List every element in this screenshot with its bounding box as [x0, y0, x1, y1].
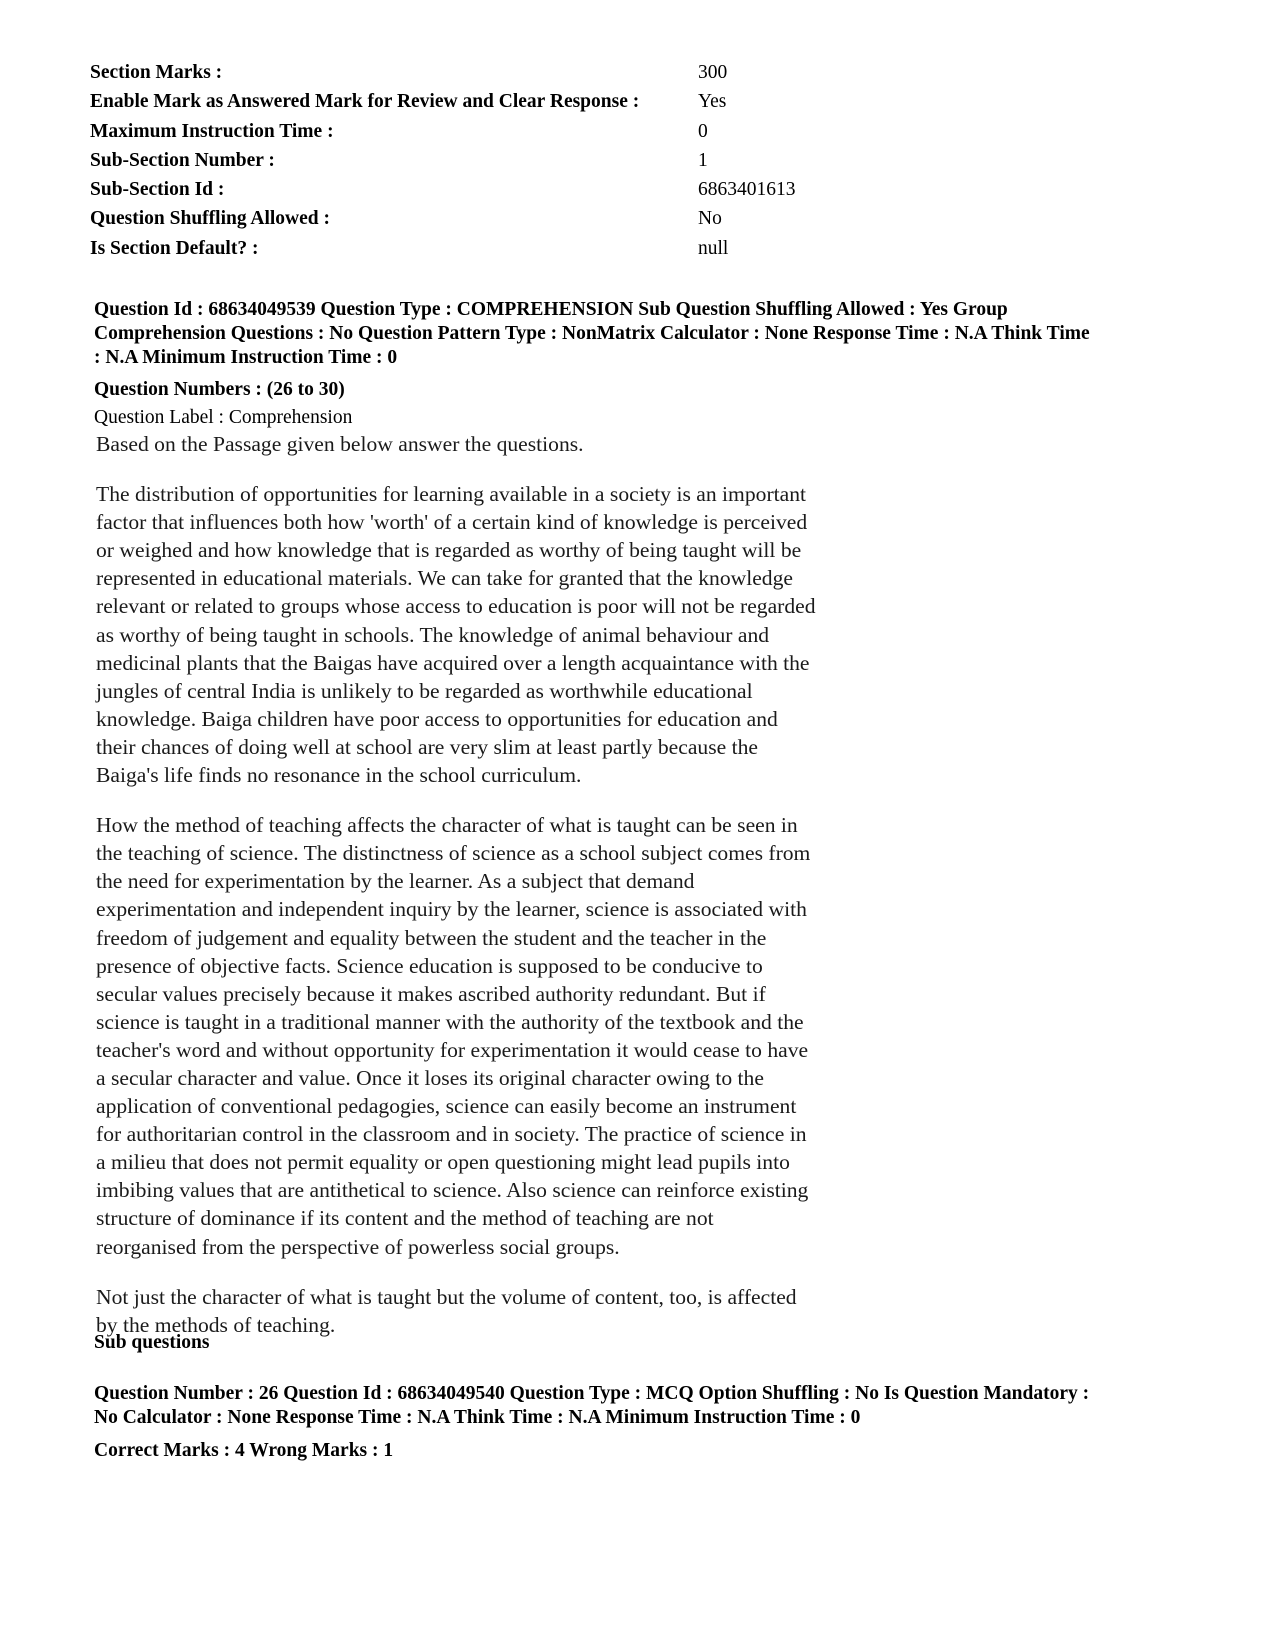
passage-line: as worthy of being taught in schools. The knowledge of animal behaviour and [96, 622, 770, 647]
passage-line: structure of dominance if its content and the method of teaching are not [96, 1206, 714, 1231]
question-header-block [94, 298, 1194, 431]
sub-question-header-line: Question Number : 26 Question Id : 68634049540 Question Type : MCQ Option Shuffling : No Is Question Mandatory : [94, 1383, 1090, 1404]
section-meta-label: Sub-Section Number : [90, 149, 275, 171]
passage-line: for authoritarian control in the classroom and in society. The practice of science in [96, 1122, 807, 1147]
section-meta-row [90, 146, 796, 175]
passage-line: medicinal plants that the Baigas have acquired over a length acquaintance with the [96, 650, 810, 675]
section-meta-value: 1 [698, 149, 708, 171]
passage-paragraph [96, 1283, 916, 1339]
section-meta-row [90, 234, 796, 263]
passage-line: Baiga's life finds no resonance in the school curriculum. [96, 763, 582, 788]
sub-questions-heading: Sub questions [94, 1332, 210, 1353]
passage-line: factor that influences both how 'worth' of a certain kind of knowledge is perceived [96, 510, 808, 535]
passage-line: presence of objective facts. Science education is supposed to be conducive to [96, 953, 763, 978]
section-meta-label: Section Marks : [90, 62, 223, 83]
passage-line: teacher's word and without opportunity for experimentation it would cease to have [96, 1037, 809, 1062]
passage-line: knowledge. Baiga children have poor access to opportunities for education and [96, 706, 778, 731]
passage-line: experimentation and independent inquiry by the learner, science is associated with [96, 897, 807, 922]
section-meta-row [90, 175, 796, 204]
passage-line: How the method of teaching affects the character of what is taught can be seen in [96, 813, 798, 838]
passage-line: Not just the character of what is taught but the volume of content, too, is affected [96, 1284, 797, 1309]
section-meta-label: Sub-Section Id : [90, 179, 225, 201]
comprehension-passage [96, 430, 916, 1339]
section-meta-body [90, 58, 796, 263]
section-meta-label: Question Shuffling Allowed : [90, 208, 331, 230]
passage-paragraph [96, 811, 916, 1261]
passage-line: secular values precisely because it makes ascribed authority redundant. But if [96, 981, 766, 1006]
passage-line: by the methods of teaching. [96, 1312, 336, 1337]
section-meta-value: No [698, 208, 722, 230]
passage-paragraph [96, 480, 916, 789]
passage-line: the teaching of science. The distinctness of science as a school subject comes from [96, 841, 811, 866]
section-meta-label: Maximum Instruction Time : [90, 120, 334, 142]
sub-question-header [94, 1382, 1194, 1430]
question-header [94, 298, 1194, 370]
passage-line: freedom of judgement and equality between the student and the teacher in the [96, 925, 767, 950]
passage-line: represented in educational materials. We can take for granted that the knowledge [96, 566, 793, 591]
passage-line: or weighed and how knowledge that is regarded as worthy of being taught will be [96, 538, 802, 563]
passage-line: science is taught in a traditional manner with the authority of the textbook and the [96, 1009, 804, 1034]
section-meta-value: Yes [698, 91, 727, 113]
question-label: Question Label : Comprehension [94, 407, 353, 428]
sub-question-header-line: No Calculator : None Response Time : N.A Think Time : N.A Minimum Instruction Time : 0 [94, 1407, 861, 1428]
sub-question-block [94, 1382, 1194, 1464]
section-meta-table [90, 58, 796, 263]
passage-intro: Based on the Passage given below answer the questions. [96, 432, 584, 456]
passage-line: the need for experimentation by the learner. As a subject that demand [96, 869, 695, 894]
section-meta-value: 0 [698, 120, 708, 142]
question-header-line: Question Id : 68634049539 Question Type : COMPREHENSION Sub Question Shuffling Allowed : Yes Group [94, 299, 1008, 320]
passage-line: a milieu that does not permit equality or open questioning might lead pupils into [96, 1150, 790, 1175]
passage-line: imbibing values that are antithetical to science. Also science can reinforce existing [96, 1178, 809, 1203]
passage-line: relevant or related to groups whose access to education is poor will not be regarded [96, 594, 816, 619]
question-header-line: : N.A Minimum Instruction Time : 0 [94, 347, 398, 368]
passage-line: The distribution of opportunities for learning available in a society is an important [96, 482, 807, 507]
question-header-line: Comprehension Questions : No Question Pattern Type : NonMatrix Calculator : None Response Time : N.A Think Time [94, 323, 1090, 344]
passage-line: a secular character and value. Once it loses its original character owing to the [96, 1065, 764, 1090]
section-meta-row [90, 58, 796, 87]
passage-line: jungles of central India is unlikely to be regarded as worthwhile educational [96, 678, 753, 703]
marks-line: Correct Marks : 4 Wrong Marks : 1 [94, 1440, 394, 1461]
passage-line: reorganised from the perspective of powerless social groups. [96, 1234, 620, 1259]
section-meta-row [90, 117, 796, 146]
passage-line: their chances of doing well at school are very slim at least partly because the [96, 734, 758, 759]
section-meta-row [90, 87, 796, 116]
passage-paragraphs [96, 480, 916, 1339]
question-numbers: Question Numbers : (26 to 30) [94, 379, 345, 400]
section-meta-label: Enable Mark as Answered Mark for Review and Clear Response : [90, 91, 640, 113]
passage-line: application of conventional pedagogies, science can easily become an instrument [96, 1094, 797, 1119]
section-meta-row [90, 204, 796, 233]
section-meta-label: Is Section Default? : [90, 237, 259, 259]
section-meta-value: 6863401613 [698, 179, 796, 201]
section-meta-value: 300 [698, 62, 728, 83]
section-meta-value: null [698, 237, 729, 259]
